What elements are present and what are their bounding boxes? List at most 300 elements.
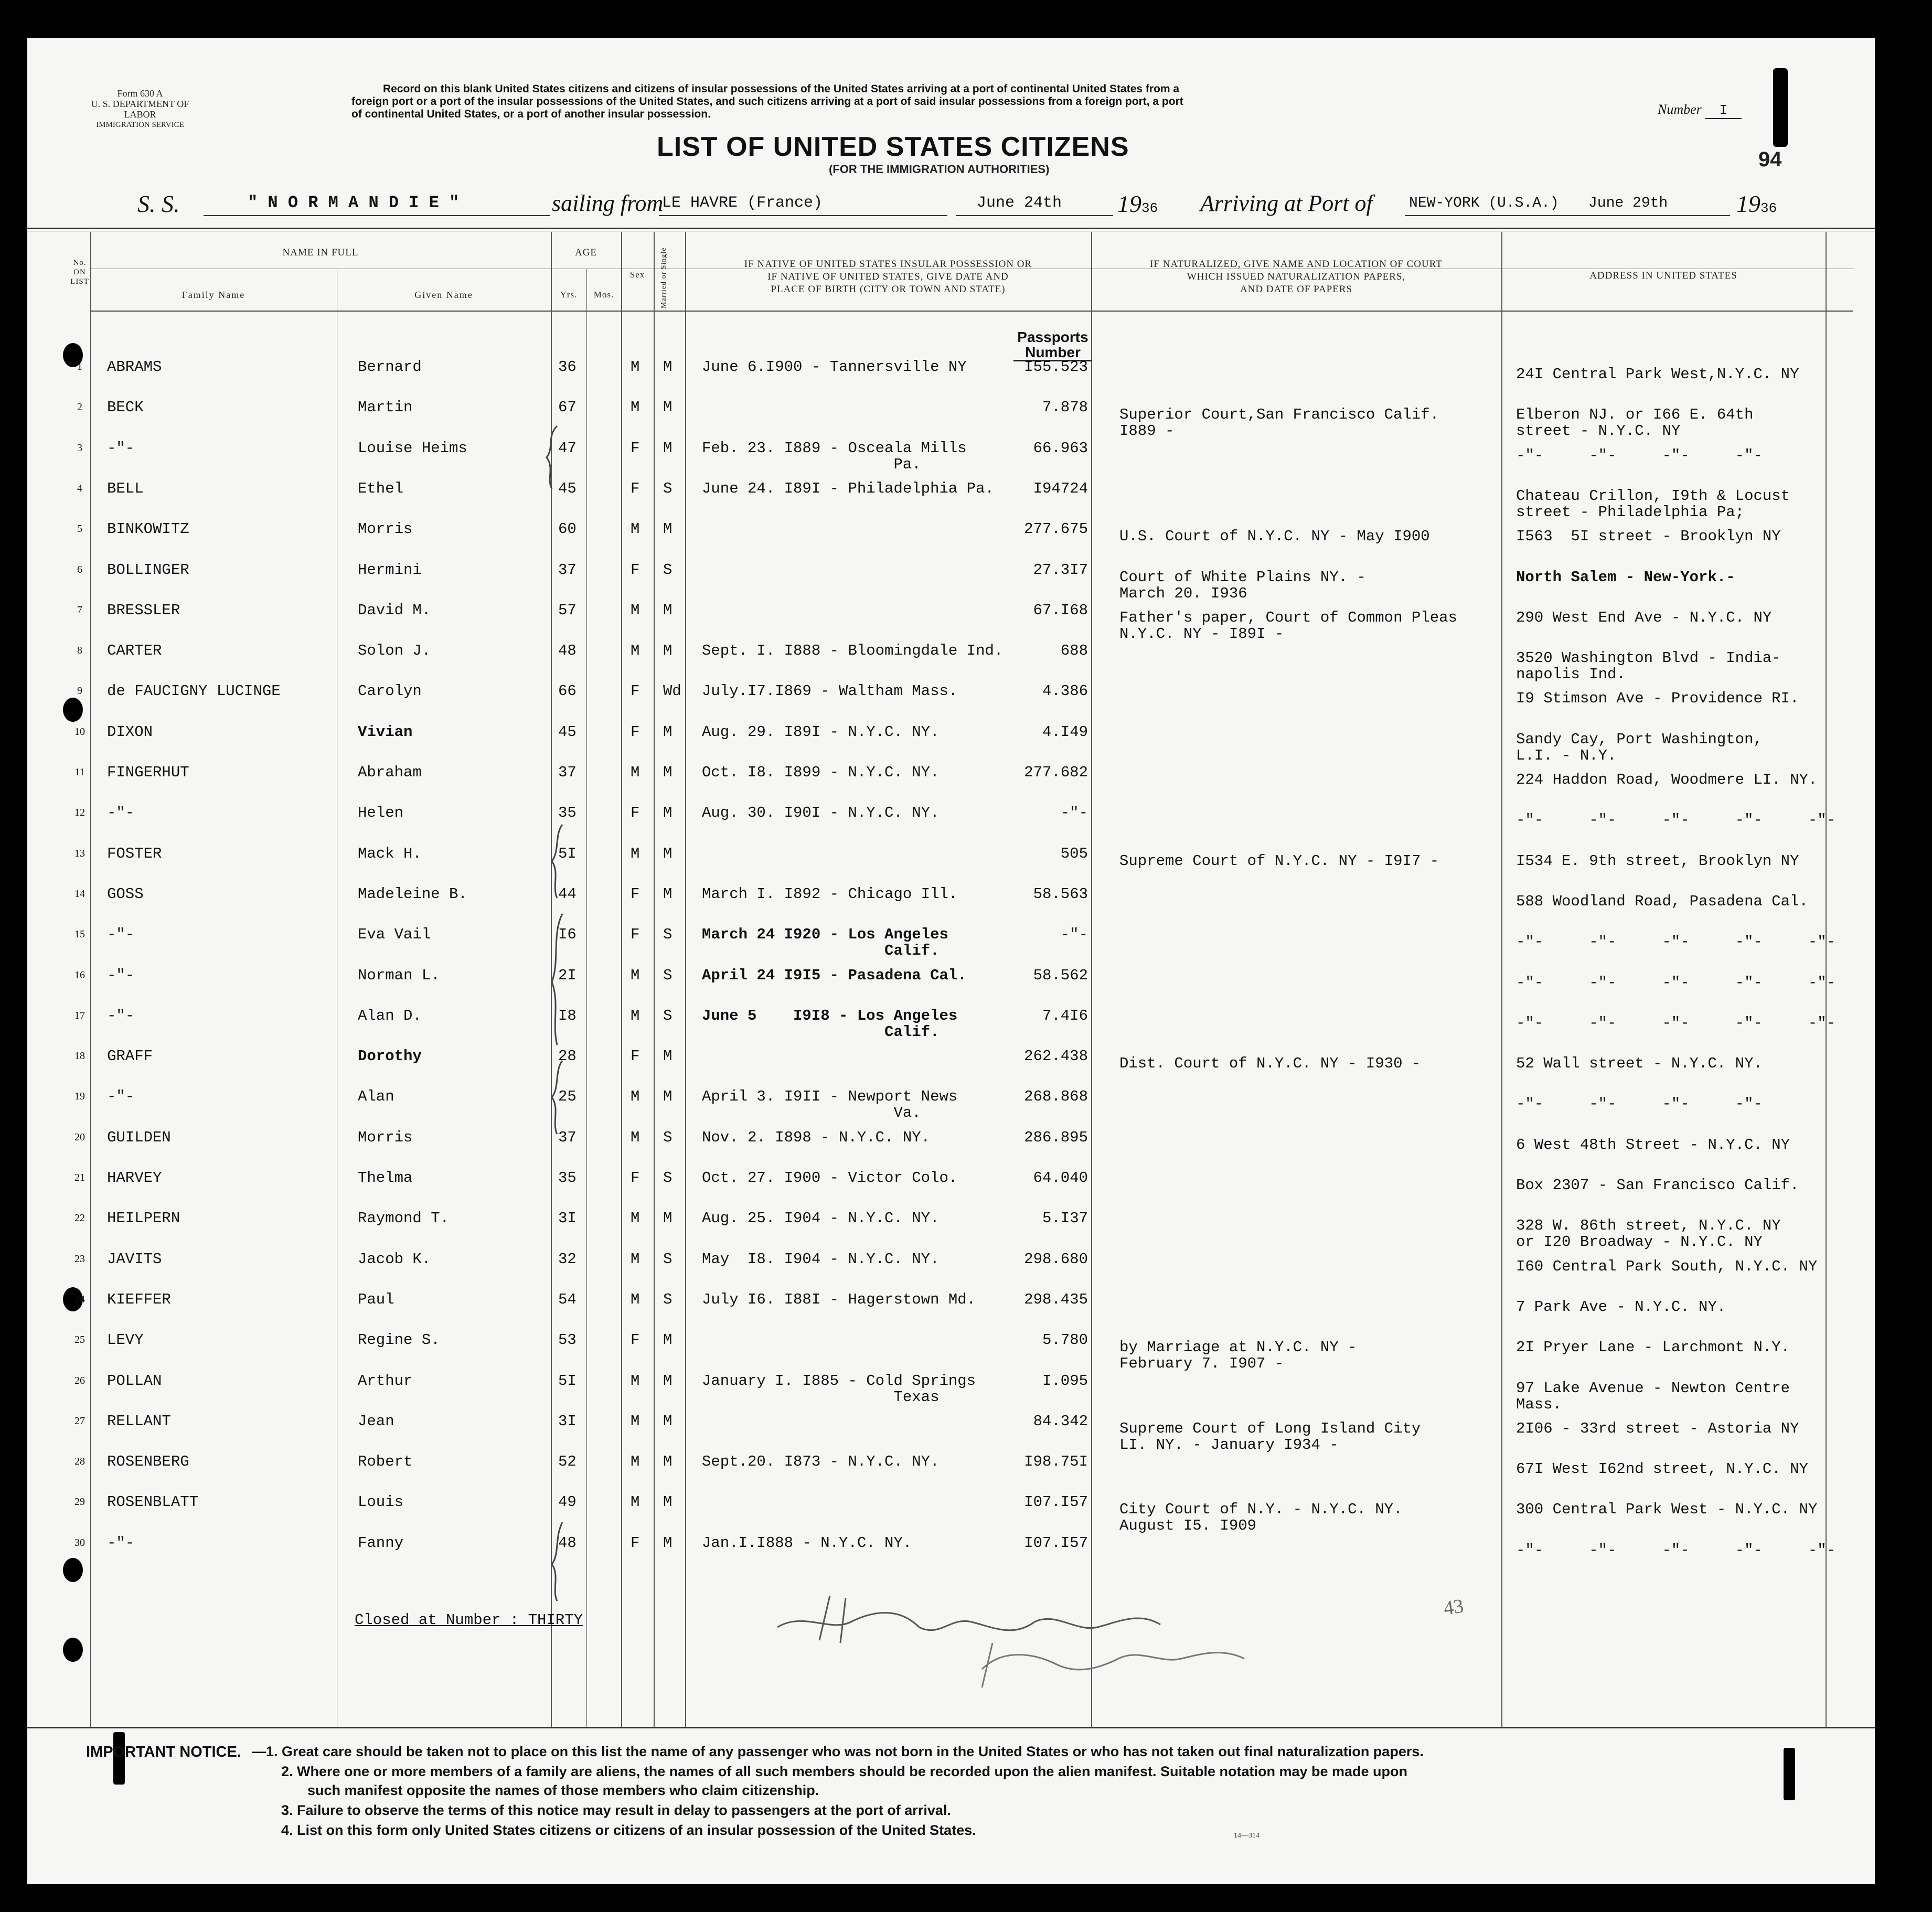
cell-family: de FAUCIGNY LUCINGE xyxy=(107,682,281,700)
cell-family: -"- xyxy=(107,1088,135,1105)
cell-passport: I94724 xyxy=(1033,480,1088,497)
cell-address: 3520 Washington Blvd - India- napolis Ind. xyxy=(1516,649,1781,683)
header-passports-number: Passports Number xyxy=(1013,329,1092,361)
cell-ms: S xyxy=(663,1129,673,1146)
cell-sex: F xyxy=(631,682,640,700)
cell-ms: S xyxy=(663,1291,673,1308)
cell-ms: M xyxy=(663,1088,673,1105)
cell-court: by Marriage at N.Y.C. NY - February 7. I907 - xyxy=(1119,1339,1357,1372)
cell-age: 45 xyxy=(558,480,577,497)
cell-family: FOSTER xyxy=(107,845,162,862)
cell-address: -"- -"- -"- -"- -"- xyxy=(1516,1014,1836,1032)
cell-no: 24 xyxy=(74,1294,85,1305)
cell-given: Paul xyxy=(358,1291,394,1308)
cell-age: 45 xyxy=(558,723,577,741)
page-number: 94 xyxy=(1758,148,1782,171)
ship-underline xyxy=(204,215,550,216)
cell-no: 8 xyxy=(77,645,82,656)
cell-family: BINKOWITZ xyxy=(107,520,189,538)
year-prefix: 19 xyxy=(1117,190,1141,217)
header-naturalization: IF NATURALIZED, GIVE NAME AND LOCATION OF COURT WHICH ISSUED NATURALIZATION PAPERS, AND DATE OF PAPERS xyxy=(1150,259,1443,295)
cell-age: 48 xyxy=(558,642,577,659)
cell-family: -"- xyxy=(107,804,135,821)
cell-passport: 7.878 xyxy=(1042,399,1088,416)
cell-passport: 277.675 xyxy=(1024,520,1088,538)
cell-court: Supreme Court of N.Y.C. NY - I9I7 - xyxy=(1119,852,1439,870)
cell-age: 3I xyxy=(558,1413,577,1430)
cell-age: I6 xyxy=(558,926,577,943)
cell-passport: 7.4I6 xyxy=(1042,1007,1088,1024)
cell-family: -"- xyxy=(107,967,135,984)
cell-no: 23 xyxy=(74,1253,85,1265)
cell-ms: M xyxy=(663,642,673,659)
cell-passport: 688 xyxy=(1060,642,1088,659)
cell-ms: M xyxy=(663,399,673,416)
cell-passport: I.095 xyxy=(1042,1372,1088,1390)
cell-birth: Oct. I8. I899 - N.Y.C. NY. xyxy=(702,764,940,781)
cell-sex: M xyxy=(631,520,640,538)
cell-family: LEVY xyxy=(107,1331,144,1349)
cell-given: Vivian xyxy=(358,723,413,741)
cell-no: 14 xyxy=(74,888,85,900)
cell-family: POLLAN xyxy=(107,1372,162,1390)
cell-birth: Nov. 2. I898 - N.Y.C. NY. xyxy=(702,1129,931,1146)
punch-hole xyxy=(63,1638,83,1662)
table-bottom-rule xyxy=(27,1727,1875,1728)
cell-family: JAVITS xyxy=(107,1251,162,1268)
arrive-date: June 29th xyxy=(1588,195,1668,211)
cell-sex: F xyxy=(631,440,640,457)
cell-sex: M xyxy=(631,967,640,984)
cell-family: KIEFFER xyxy=(107,1291,171,1308)
header-address: ADDRESS IN UNITED STATES xyxy=(1589,270,1737,281)
cell-address: 52 Wall street - N.Y.C. NY. xyxy=(1516,1055,1763,1072)
cell-sex: M xyxy=(631,1453,640,1470)
cell-birth: Feb. 23. I889 - Osceala Mills Pa. xyxy=(702,440,967,473)
cell-family: -"- xyxy=(107,440,135,457)
cell-ms: M xyxy=(663,1331,673,1349)
instruction-line: foreign port or a port of the insular possessions of the United States, and such citizens arriving at a port of said insular possessions from a foreign port, a port xyxy=(351,95,1183,108)
from-port: LE HAVRE (France) xyxy=(662,194,823,212)
cell-address: 24I Central Park West,N.Y.C. NY xyxy=(1516,366,1799,383)
cell-age: 52 xyxy=(558,1453,577,1470)
cell-family: GOSS xyxy=(107,885,144,903)
cell-ms: M xyxy=(663,1534,673,1552)
cell-no: 26 xyxy=(74,1375,85,1386)
cell-address: 588 Woodland Road, Pasadena Cal. xyxy=(1516,893,1808,910)
register-tab xyxy=(1773,68,1788,147)
register-tab xyxy=(1784,1748,1795,1800)
cell-court: Dist. Court of N.Y.C. NY - I930 - xyxy=(1119,1055,1421,1072)
cell-birth: July I6. I88I - Hagerstown Md. xyxy=(702,1291,976,1308)
cell-address: I534 E. 9th street, Brooklyn NY xyxy=(1516,852,1799,870)
form-subtitle: (FOR THE IMMIGRATION AUTHORITIES) xyxy=(829,163,1050,176)
cell-no: 11 xyxy=(74,766,85,778)
cell-birth: Sept. I. I888 - Bloomingdale Ind. xyxy=(702,642,1004,659)
cell-sex: F xyxy=(631,926,640,943)
cell-age: 49 xyxy=(558,1493,577,1511)
cell-age: 28 xyxy=(558,1048,577,1065)
form-instructions xyxy=(351,83,1183,121)
cell-ms: M xyxy=(663,1210,673,1227)
cell-ms: S xyxy=(663,1007,673,1024)
cell-given: Louis xyxy=(358,1493,404,1511)
cell-passport: 58.562 xyxy=(1033,967,1088,984)
cell-ms: M xyxy=(663,602,673,619)
header-age: AGE xyxy=(574,247,597,258)
cell-address: North Salem - New-York.- xyxy=(1516,569,1735,586)
cell-sex: F xyxy=(631,1534,640,1552)
cell-given: Ethel xyxy=(358,480,404,497)
notice-item-4: 4. List on this form only United States citizens or citizens of an insular possession of the United States. xyxy=(281,1822,976,1838)
cell-address: Box 2307 - San Francisco Calif. xyxy=(1516,1177,1799,1194)
port-underline xyxy=(659,215,947,216)
cell-no: 18 xyxy=(74,1050,85,1062)
cell-family: CARTER xyxy=(107,642,162,659)
cell-birth: Aug. 30. I90I - N.Y.C. NY. xyxy=(702,804,940,821)
cell-address: -"- -"- -"- -"- -"- xyxy=(1516,811,1836,829)
cell-no: 15 xyxy=(74,928,85,940)
cell-given: Raymond T. xyxy=(358,1210,450,1227)
closed-at-number: Closed at Number : THIRTY xyxy=(355,1611,583,1629)
cell-ms: M xyxy=(663,1413,673,1430)
department-name: U. S. DEPARTMENT OF LABOR xyxy=(91,99,189,120)
cell-birth: March I. I892 - Chicago Ill. xyxy=(702,885,958,903)
cell-given: Jean xyxy=(358,1413,394,1430)
cell-sex: F xyxy=(631,885,640,903)
cell-given: Helen xyxy=(358,804,404,821)
cell-passport: I07.I57 xyxy=(1024,1493,1088,1511)
cell-given: Madeleine B. xyxy=(358,885,467,903)
cell-passport: 268.868 xyxy=(1024,1088,1088,1105)
cell-address: Sandy Cay, Port Washington, L.I. - N.Y. xyxy=(1516,731,1763,764)
cell-address: 6 West 48th Street - N.Y.C. NY xyxy=(1516,1136,1790,1153)
cell-passport: 84.342 xyxy=(1033,1413,1088,1430)
cell-given: David M. xyxy=(358,602,431,619)
cell-age: 48 xyxy=(558,1534,577,1552)
cell-given: Thelma xyxy=(358,1169,413,1187)
arriving-label: Arriving at Port of xyxy=(1200,190,1373,216)
cell-age: I8 xyxy=(558,1007,577,1024)
cell-family: FINGERHUT xyxy=(107,764,189,781)
cell-passport: 4.I49 xyxy=(1042,723,1088,741)
cell-ms: M xyxy=(663,1453,673,1470)
cell-family: HEILPERN xyxy=(107,1210,180,1227)
depart-date: June 24th xyxy=(977,194,1062,212)
cell-given: Abraham xyxy=(358,764,422,781)
cell-ms: Wd xyxy=(663,682,681,700)
number-field xyxy=(1658,102,1742,119)
cell-ms: S xyxy=(663,967,673,984)
cell-passport: 64.040 xyxy=(1033,1169,1088,1187)
cell-court: U.S. Court of N.Y.C. NY - May I900 xyxy=(1119,528,1430,545)
cell-family: DIXON xyxy=(107,723,153,741)
cell-age: 54 xyxy=(558,1291,577,1308)
cell-no: 13 xyxy=(74,848,85,859)
cell-given: Eva Vail xyxy=(358,926,431,943)
cell-given: Fanny xyxy=(358,1534,404,1552)
cell-ms: M xyxy=(663,1493,673,1511)
cell-birth: Sept.20. I873 - N.Y.C. NY. xyxy=(702,1453,940,1470)
cell-passport: 27.3I7 xyxy=(1033,561,1088,579)
cell-no: 10 xyxy=(74,726,85,738)
arrive-port: NEW-YORK (U.S.A.) xyxy=(1409,195,1559,211)
cell-ms: S xyxy=(663,561,673,579)
cell-family: BELL xyxy=(107,480,144,497)
cell-birth: July.I7.I869 - Waltham Mass. xyxy=(702,682,958,700)
cell-birth: Aug. 29. I89I - N.Y.C. NY. xyxy=(702,723,940,741)
cell-ms: S xyxy=(663,480,673,497)
cell-no: 6 xyxy=(77,564,82,575)
form-id: Form 630 A xyxy=(117,88,163,99)
year-digits: 36 xyxy=(1141,200,1158,216)
form-code: 14—314 xyxy=(1234,1832,1259,1840)
cell-given: Jacob K. xyxy=(358,1251,431,1268)
handwritten-number: 43 xyxy=(1442,1595,1465,1620)
cell-passport: 5.780 xyxy=(1042,1331,1088,1349)
cell-address: 328 W. 86th street, N.Y.C. NY or I20 Broadway - N.Y.C. NY xyxy=(1516,1217,1781,1251)
header-number-on-list: No. ON LIST xyxy=(70,259,89,286)
ship-name: " N O R M A N D I E " xyxy=(248,193,460,212)
cell-sex: F xyxy=(631,480,640,497)
cell-no: 3 xyxy=(77,442,82,454)
cell-sex: F xyxy=(631,1169,640,1187)
cell-birth: June 24. I89I - Philadelphia Pa. xyxy=(702,480,994,497)
manifest-sheet xyxy=(27,38,1875,1884)
cell-no: 2 xyxy=(77,401,82,413)
notice-item-1: —1. Great care should be taken not to place on this list the name of any passenger who was not born in the United States or who has not taken out final naturalization papers. xyxy=(252,1744,1424,1759)
header-name-in-full: NAME IN FULL xyxy=(282,247,359,258)
cell-address: -"- -"- -"- -"- xyxy=(1516,1095,1763,1113)
cell-no: 29 xyxy=(74,1496,85,1508)
cell-birth: June 5 I9I8 - Los Angeles Calif. xyxy=(702,1007,958,1041)
cell-address: -"- -"- -"- -"- -"- xyxy=(1516,933,1836,950)
cell-ms: S xyxy=(663,1169,673,1187)
cell-passport: I55.523 xyxy=(1024,358,1088,376)
cell-sex: F xyxy=(631,1331,640,1349)
cell-address: 67I West I62nd street, N.Y.C. NY xyxy=(1516,1460,1808,1478)
notice-item-2-cont: such manifest opposite the names of those members who claim citizenship. xyxy=(307,1782,819,1798)
cell-birth: June 6.I900 - Tannersville NY xyxy=(702,358,967,376)
cell-family: ABRAMS xyxy=(107,358,162,376)
cell-age: 25 xyxy=(558,1088,577,1105)
cell-given: Hermini xyxy=(358,561,422,579)
cell-no: 27 xyxy=(74,1415,85,1427)
cell-ms: S xyxy=(663,926,673,943)
cell-no: 4 xyxy=(77,483,82,494)
cell-age: 57 xyxy=(558,602,577,619)
header-native-birth: IF NATIVE OF UNITED STATES INSULAR POSSESSION OR IF NATIVE OF UNITED STATES, GIVE DATE AND PLACE OF BIRTH (CITY OR TOWN AND STATE) xyxy=(744,259,1032,295)
cell-sex: M xyxy=(631,1007,640,1024)
cell-no: 25 xyxy=(74,1334,85,1345)
cell-passport: 4.386 xyxy=(1042,682,1088,700)
cell-age: 44 xyxy=(558,885,577,903)
cell-sex: F xyxy=(631,723,640,741)
cell-ms: M xyxy=(663,520,673,538)
cell-address: 7 Park Ave - N.Y.C. NY. xyxy=(1516,1298,1726,1316)
cell-given: Carolyn xyxy=(358,682,422,700)
ss-label: S. S. xyxy=(137,190,180,217)
cell-age: 36 xyxy=(558,358,577,376)
cell-passport: 298.680 xyxy=(1024,1251,1088,1268)
cell-birth: March 24 I920 - Los Angeles Calif. xyxy=(702,926,948,959)
cell-given: Dorothy xyxy=(358,1048,422,1065)
cell-birth: May I8. I904 - N.Y.C. NY. xyxy=(702,1251,940,1268)
cell-no: 5 xyxy=(77,523,82,535)
cell-given: Morris xyxy=(358,1129,413,1146)
cell-court: Father's paper, Court of Common Pleas N.Y.C. NY - I89I - xyxy=(1119,609,1457,643)
cell-sex: M xyxy=(631,358,640,376)
inspector-signature xyxy=(762,1590,1318,1690)
cell-court: Supreme Court of Long Island City LI. NY. - January I934 - xyxy=(1119,1420,1421,1454)
cell-address: 2I06 - 33rd street - Astoria NY xyxy=(1516,1420,1799,1437)
cell-passport: 505 xyxy=(1060,845,1088,862)
cell-no: 21 xyxy=(74,1172,85,1183)
cell-given: Robert xyxy=(358,1453,413,1470)
cell-age: 32 xyxy=(558,1251,577,1268)
cell-no: 1 xyxy=(77,361,82,372)
cell-family: -"- xyxy=(107,1007,135,1024)
cell-given: Mack H. xyxy=(358,845,422,862)
number-value: I xyxy=(1705,102,1742,119)
cell-sex: F xyxy=(631,561,640,579)
cell-family: GUILDEN xyxy=(107,1129,171,1146)
cell-birth: January I. I885 - Cold Springs Texas xyxy=(702,1372,976,1406)
cell-age: 3I xyxy=(558,1210,577,1227)
header-given-name: Given Name xyxy=(414,290,473,300)
cell-birth: April 24 I9I5 - Pasadena Cal. xyxy=(702,967,967,984)
cell-address: 224 Haddon Road, Woodmere LI. NY. xyxy=(1516,771,1818,788)
cell-family: ROSENBERG xyxy=(107,1453,189,1470)
cell-age: 37 xyxy=(558,764,577,781)
cell-address: I563 5I street - Brooklyn NY xyxy=(1516,528,1781,545)
arrival-underline xyxy=(1405,215,1730,216)
cell-passport: 58.563 xyxy=(1033,885,1088,903)
table-top-rule xyxy=(27,228,1875,229)
cell-ms: M xyxy=(663,1048,673,1065)
cell-sex: F xyxy=(631,1048,640,1065)
cell-passport: 277.682 xyxy=(1024,764,1088,781)
cell-address: Elberon NJ. or I66 E. 64th street - N.Y.C. NY xyxy=(1516,406,1754,440)
cell-ms: M xyxy=(663,845,673,862)
cell-birth: Jan.I.I888 - N.Y.C. NY. xyxy=(702,1534,912,1552)
cell-age: 35 xyxy=(558,1169,577,1187)
cell-sex: M xyxy=(631,602,640,619)
cell-no: 16 xyxy=(74,969,85,981)
date-underline xyxy=(956,215,1113,216)
header-family-name: Family Name xyxy=(182,290,245,300)
cell-no: 20 xyxy=(74,1131,85,1143)
cell-address: -"- -"- -"- -"- -"- xyxy=(1516,1542,1836,1559)
cell-age: 5I xyxy=(558,1372,577,1390)
cell-ms: M xyxy=(663,723,673,741)
cell-ms: M xyxy=(663,358,673,376)
cell-given: Arthur xyxy=(358,1372,413,1390)
cell-address: 2I Pryer Lane - Larchmont N.Y. xyxy=(1516,1339,1790,1356)
cell-age: 2I xyxy=(558,967,577,984)
header-years: Yrs. xyxy=(560,290,578,300)
cell-given: Morris xyxy=(358,520,413,538)
form-identifier xyxy=(90,88,190,130)
cell-address: I60 Central Park South, N.Y.C. NY xyxy=(1516,1258,1818,1275)
cell-sex: F xyxy=(631,804,640,821)
instruction-line: of continental United States, or a port of another insular possession. xyxy=(351,108,711,120)
cell-sex: M xyxy=(631,1291,640,1308)
cell-age: 47 xyxy=(558,440,577,457)
cell-family: RELLANT xyxy=(107,1413,171,1430)
service-name: IMMIGRATION SERVICE xyxy=(96,121,184,129)
cell-ms: M xyxy=(663,440,673,457)
cell-given: Norman L. xyxy=(358,967,440,984)
cell-sex: M xyxy=(631,399,640,416)
number-label: Number xyxy=(1658,102,1702,117)
cell-sex: M xyxy=(631,1413,640,1430)
cell-passport: 66.963 xyxy=(1033,440,1088,457)
cell-family: GRAFF xyxy=(107,1048,153,1065)
cell-birth: Oct. 27. I900 - Victor Colo. xyxy=(702,1169,958,1187)
cell-age: 5I xyxy=(558,845,577,862)
cell-no: 9 xyxy=(77,685,82,697)
cell-given: Alan D. xyxy=(358,1007,422,1024)
cell-family: ROSENBLATT xyxy=(107,1493,199,1511)
cell-passport: 67.I68 xyxy=(1033,602,1088,619)
cell-passport: 286.895 xyxy=(1024,1129,1088,1146)
notice-item-3: 3. Failure to observe the terms of this notice may result in delay to passengers at the port of arrival. xyxy=(281,1802,951,1818)
cell-passport: -"- xyxy=(1060,926,1088,943)
cell-ms: M xyxy=(663,885,673,903)
cell-family: BECK xyxy=(107,399,144,416)
year-prefix: 19 xyxy=(1736,190,1760,217)
cell-age: 35 xyxy=(558,804,577,821)
cell-family: -"- xyxy=(107,1534,135,1552)
cell-age: 37 xyxy=(558,561,577,579)
cell-passport: -"- xyxy=(1060,804,1088,821)
cell-given: Louise Heims xyxy=(358,440,467,457)
depart-year xyxy=(1117,190,1158,218)
cell-address: I9 Stimson Ave - Providence RI. xyxy=(1516,690,1799,707)
cell-birth: April 3. I9II - Newport News Va. xyxy=(702,1088,958,1121)
arrive-year xyxy=(1736,190,1777,218)
cell-family: -"- xyxy=(107,926,135,943)
cell-address: 97 Lake Avenue - Newton Centre Mass. xyxy=(1516,1380,1790,1413)
cell-birth: Aug. 25. I904 - N.Y.C. NY. xyxy=(702,1210,940,1227)
cell-ms: M xyxy=(663,804,673,821)
cell-sex: M xyxy=(631,1493,640,1511)
cell-family: BOLLINGER xyxy=(107,561,189,579)
cell-ms: M xyxy=(663,1372,673,1390)
notice-label: IMPORTANT NOTICE. xyxy=(86,1744,241,1760)
cell-no: 28 xyxy=(74,1456,85,1467)
cell-age: 67 xyxy=(558,399,577,416)
cell-address: -"- -"- -"- -"- -"- xyxy=(1516,974,1836,991)
cell-given: Solon J. xyxy=(358,642,431,659)
cell-age: 37 xyxy=(558,1129,577,1146)
cell-passport: 262.438 xyxy=(1024,1048,1088,1065)
cell-ms: M xyxy=(663,764,673,781)
cell-passport: 5.I37 xyxy=(1042,1210,1088,1227)
header-sex: Sex xyxy=(629,270,645,280)
cell-sex: M xyxy=(631,642,640,659)
cell-no: 7 xyxy=(77,604,82,616)
cell-sex: M xyxy=(631,845,640,862)
cell-sex: M xyxy=(631,1088,640,1105)
cell-address: 290 West End Ave - N.Y.C. NY xyxy=(1516,609,1772,626)
cell-age: 66 xyxy=(558,682,577,700)
cell-passport: I07.I57 xyxy=(1024,1534,1088,1552)
cell-ms: S xyxy=(663,1251,673,1268)
header-bottom-rule xyxy=(90,311,1853,312)
cell-given: Martin xyxy=(358,399,413,416)
